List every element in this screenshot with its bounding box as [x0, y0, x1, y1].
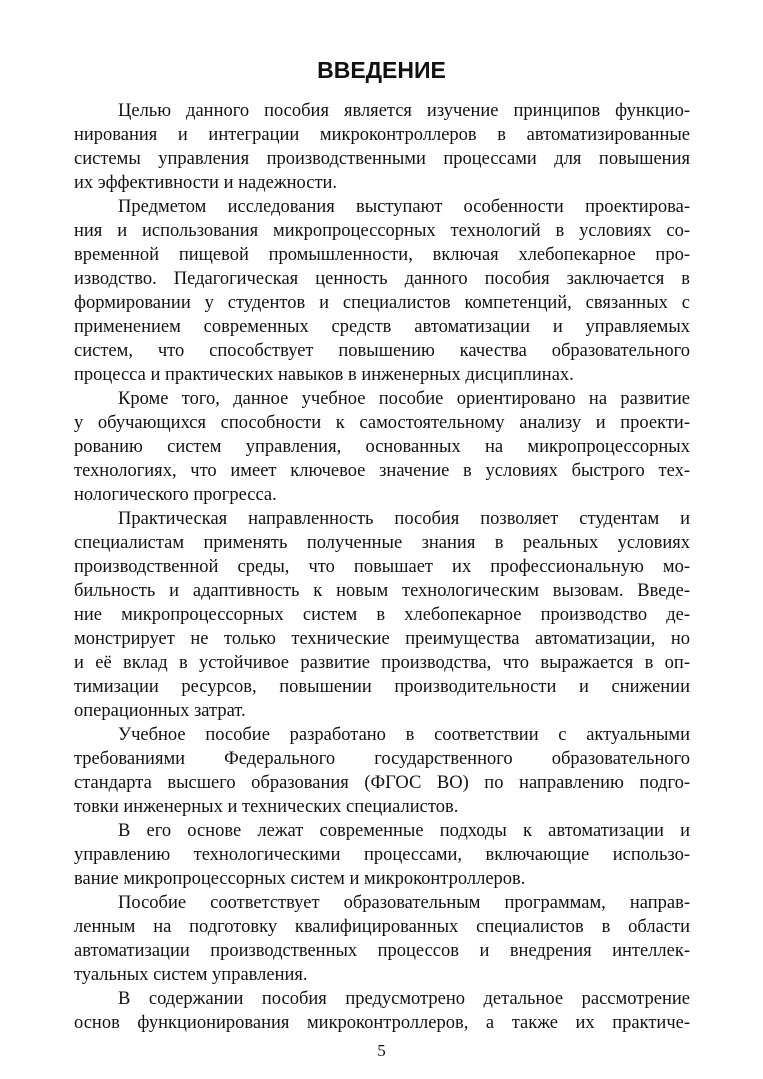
text-line: Учебное пособие разработано в соответствии с актуальными	[118, 725, 690, 745]
text-line: Предметом исследования выступают особенности проектирова-	[118, 197, 690, 217]
page-title: ВВЕДЕНИЕ	[317, 57, 446, 83]
text-line: В содержании пособия предусмотрено детальное рассмотрение	[118, 989, 690, 1009]
text-line: требованиями Федерального государственного образовательного	[74, 749, 690, 769]
text-line: изводство. Педагогическая ценность данного пособия заключается в	[74, 269, 690, 289]
text-line: временной пищевой промышленности, включая хлебопекарное про-	[74, 245, 690, 265]
text-line: операционных затрат.	[74, 701, 246, 721]
text-line: нологического прогресса.	[74, 485, 277, 505]
text-line: тимизации ресурсов, повышении производительности и снижении	[74, 677, 690, 697]
text-line: систем, что способствует повышению качества образовательного	[74, 341, 690, 361]
text-line: товки инженерных и технических специалистов.	[74, 797, 459, 817]
text-line: В его основе лежат современные подходы к автоматизации и	[118, 821, 690, 841]
text-line: автоматизации производственных процессов и внедрения интеллек-	[74, 941, 690, 961]
text-line: ленным на подготовку квалифицированных специалистов в области	[74, 917, 690, 937]
text-line: стандарта высшего образования (ФГОС ВО) по направлению подго-	[74, 773, 690, 793]
text-line: формировании у студентов и специалистов компетенций, связанных с	[74, 293, 690, 313]
text-line: производственной среды, что повышает их профессиональную мо-	[74, 557, 690, 577]
page-number: 5	[377, 1041, 386, 1060]
text-line: технологиях, что имеет ключевое значение в условиях быстрого тех-	[74, 461, 690, 481]
text-line: применением современных средств автоматизации и управляемых	[74, 317, 690, 337]
text-line: Практическая направленность пособия позволяет студентам и	[118, 509, 690, 529]
text-line: бильность и адаптивность к новым технологическим вызовам. Введе-	[74, 581, 690, 601]
text-line: туальных систем управления.	[74, 965, 308, 985]
text-line: управлению технологическими процессами, включающие использо-	[74, 845, 690, 865]
text-line: специалистам применять полученные знания в реальных условиях	[74, 533, 690, 553]
text-line: и её вклад в устойчивое развитие производства, что выражается в оп-	[74, 653, 690, 673]
text-line: ние микропроцессорных систем в хлебопекарное производство де-	[74, 605, 690, 625]
text-line: их эффективности и надежности.	[74, 173, 338, 193]
text-line: у обучающихся способности к самостоятельному анализу и проекти-	[74, 413, 690, 433]
text-line: Целью данного пособия является изучение принципов функцио-	[118, 101, 690, 121]
text-line: системы управления производственными процессами для повышения	[74, 149, 690, 169]
text-line: монстрирует не только технические преимущества автоматизации, но	[74, 629, 690, 649]
text-line: ния и использования микропроцессорных технологий в условиях со-	[74, 221, 690, 241]
text-line: Кроме того, данное учебное пособие ориентировано на развитие	[118, 389, 690, 409]
text-line: основ функционирования микроконтроллеров, а также их практиче-	[74, 1013, 690, 1033]
text-line: процесса и практических навыков в инженерных дисциплинах.	[74, 365, 574, 385]
text-line: рованию систем управления, основанных на микропроцессорных	[74, 437, 690, 457]
text-line: нирования и интеграции микроконтроллеров в автоматизированные	[74, 125, 690, 145]
text-line: Пособие соответствует образовательным программам, направ-	[118, 893, 690, 913]
text-line: вание микропроцессорных систем и микроконтроллеров.	[74, 869, 526, 889]
